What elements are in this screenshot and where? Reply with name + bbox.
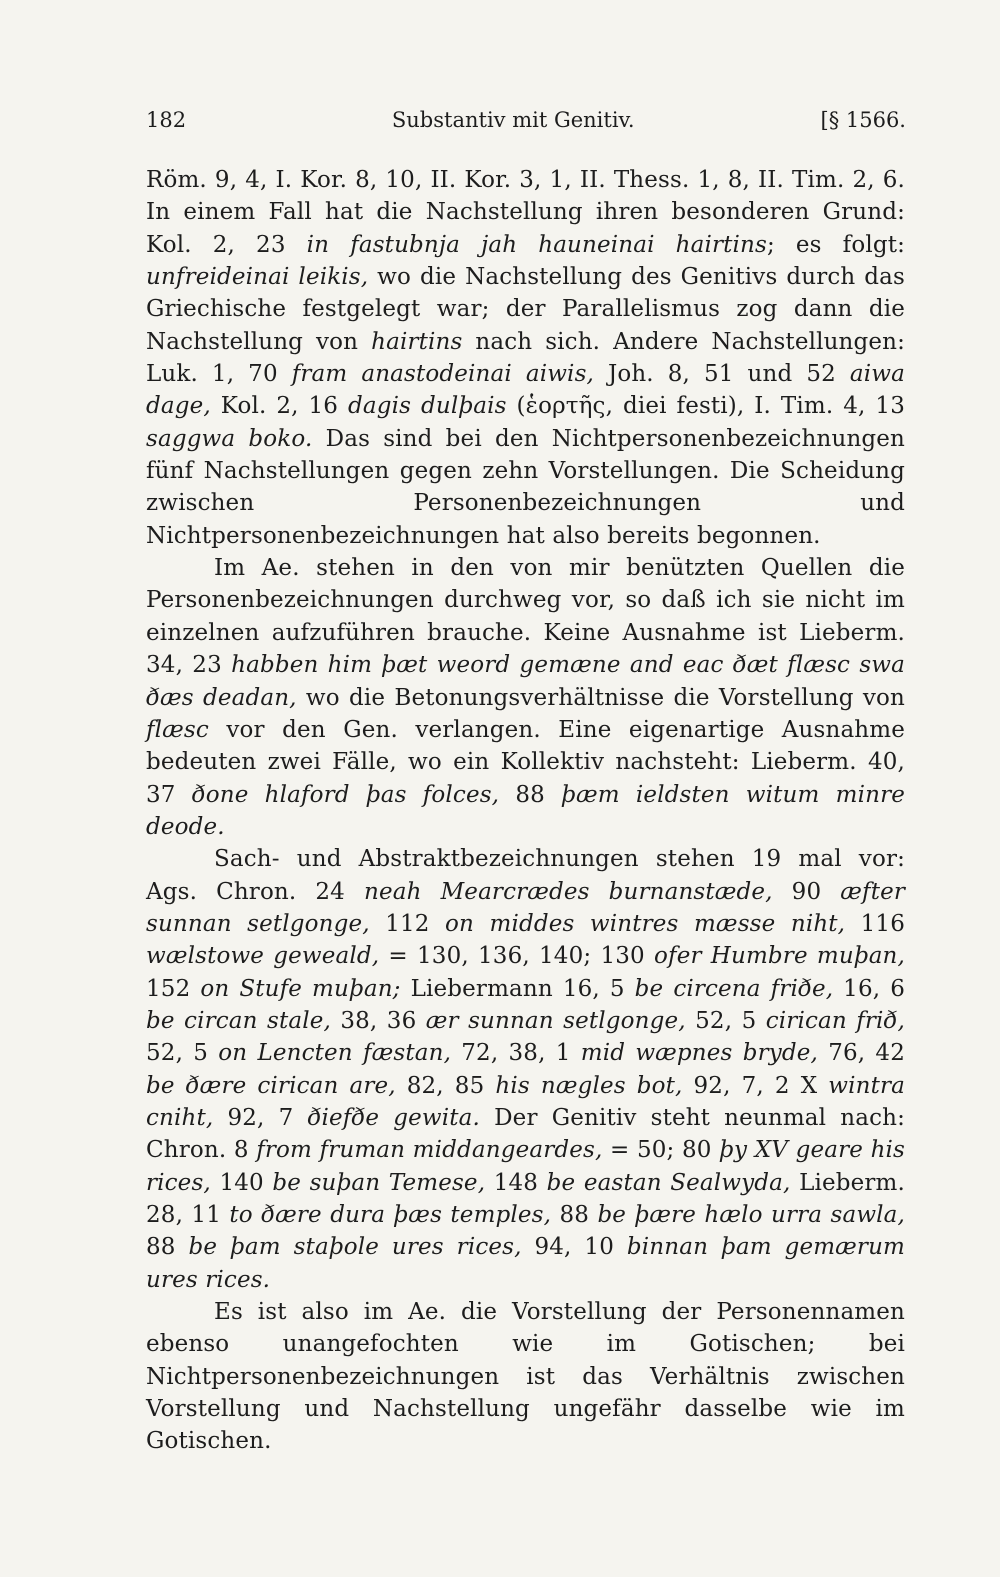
italic-quote: þy XV geare his rices, xyxy=(146,1137,906,1196)
italic-quote: in fastubnja jah hauneinai hairtins xyxy=(306,231,767,258)
text-run: Der Genitiv steht neunmal nach: Chron. 8 xyxy=(146,1104,905,1164)
italic-quote: hairtins xyxy=(371,328,463,355)
text-run: 92, 7, 2 X xyxy=(682,1072,829,1099)
text-run: wo die Betonungsverhältnisse die Vorstellung von xyxy=(296,684,905,711)
italic-quote: þæm ieldsten witum minre deode. xyxy=(146,781,905,840)
text-run: 94, 10 xyxy=(521,1234,627,1261)
paragraph xyxy=(146,843,905,1296)
text-run: 140 xyxy=(210,1169,273,1196)
italic-quote: flæsc xyxy=(146,716,209,743)
italic-quote: be þam staþole ures rices, xyxy=(188,1234,522,1261)
italic-quote: habben him þæt weord gemæne and eac ðæt flæsc swa ðæs deadan, xyxy=(146,652,905,711)
text-run: 72, 38, 1 xyxy=(451,1040,581,1067)
italic-quote: be þære hælo urra sawla, xyxy=(597,1202,905,1228)
text-run: Das sind bei den Nichtpersonenbezeichnungen fünf Nachstellungen gegen zehn Vorstellungen. Die Scheidung zwischen Personenbezeichnungen und Nichtpersonenbezeichnungen hat also bereits begonnen. xyxy=(146,425,905,549)
text-run: Es ist also im Ae. die Vorstellung der Personennamen ebenso unangefochten wie im Gotischen; bei Nichtpersonenbezeichnungen ist das Verhältnis zwischen Vorstellung und Nachstellung ungefähr dasselbe wie im Gotischen. xyxy=(146,1299,905,1455)
text-run: 90 xyxy=(772,878,841,905)
text-run: 76, 42 xyxy=(817,1040,906,1067)
body-text xyxy=(146,164,905,1458)
text-run: 88 xyxy=(499,781,562,808)
italic-quote: wælstowe geweald, xyxy=(146,943,380,970)
text-run: (ἑορτῆς, diei festi), I. Tim. 4, 13 xyxy=(506,393,905,420)
italic-quote: ær sunnan setlgonge, xyxy=(425,1007,686,1034)
text-run: = 130, 136, 140; 130 xyxy=(379,943,655,970)
text-run: wo die Nachstellung des Genitivs durch das Griechische festgelegt war; der Parallelismus zog dann die Nachstellung von xyxy=(146,264,905,355)
paragraph xyxy=(146,1296,905,1458)
text-run: 82, 85 xyxy=(395,1072,496,1099)
italic-quote: be circena friðe, xyxy=(634,975,834,1002)
italic-quote: ðone hlaford þas folces, xyxy=(191,781,500,808)
text-run: = 50; 80 xyxy=(602,1137,720,1164)
italic-quote: be ðære cirican are, xyxy=(146,1072,396,1099)
text-run: Liebermann 16, 5 xyxy=(400,975,635,1002)
text-run: 148 xyxy=(485,1169,547,1196)
text-run: ; es folgt: xyxy=(766,231,905,258)
italic-quote: neah Mearcrædes burnanstæde, xyxy=(364,878,773,905)
italic-quote: be suþan Temese, xyxy=(272,1169,486,1196)
italic-quote: binnan þam gemærum ures rices. xyxy=(146,1234,906,1293)
italic-quote: æfter sunnan setlgonge, xyxy=(146,878,905,937)
text-run: 112 xyxy=(369,910,446,937)
italic-quote: wintra cniht, xyxy=(146,1072,905,1131)
italic-quote: ðiefðe gewita. xyxy=(307,1104,480,1131)
text-run: Röm. 9, 4, I. Kor. 8, 10, II. Kor. 3, 1, II. Thess. 1, 8, II. Tim. 2, 6. In einem Fall hat die Nachstellung ihren besonderen Grund: Kol. 2, 23 xyxy=(146,167,905,258)
paragraph xyxy=(146,552,905,843)
italic-quote: cirican frið, xyxy=(765,1007,905,1034)
text-run: 88 xyxy=(551,1202,598,1228)
text-run: Lieberm. 28, 11 xyxy=(146,1169,905,1228)
text-run: Im Ae. stehen in den von mir benützten Quellen die Personenbezeichnungen durchweg vor, so daß ich sie nicht im einzelnen aufzuführen brauche. Keine Ausnahme ist Lieberm. 34, 23 xyxy=(146,555,905,679)
text-run: Sach- und Abstraktbezeichnungen stehen 19 mal vor: Ags. Chron. 24 xyxy=(146,846,905,905)
text-run: Kol. 2, 16 xyxy=(210,393,349,420)
text-run: 116 xyxy=(845,910,905,937)
italic-quote: be circan stale, xyxy=(146,1007,331,1034)
text-run: 52, 5 xyxy=(685,1007,766,1034)
italic-quote: aiwa dage, xyxy=(146,361,905,420)
text-run: Joh. 8, 51 und 52 xyxy=(593,361,850,388)
running-title: Substantiv mit Genitiv. xyxy=(391,108,635,132)
paragraph xyxy=(146,164,905,552)
text-run: 88 xyxy=(146,1234,189,1261)
italic-quote: unfreideinai leikis, xyxy=(146,264,369,291)
text-run: 38, 36 xyxy=(330,1007,426,1034)
italic-quote: saggwa boko. xyxy=(146,425,313,452)
italic-quote: mid wæpnes bryde, xyxy=(580,1040,818,1067)
italic-quote: on Lencten fæstan, xyxy=(218,1040,452,1067)
text-run: 152 xyxy=(146,975,201,1002)
text-run: 52, 5 xyxy=(146,1040,219,1067)
text-run: 16, 6 xyxy=(833,975,906,1002)
italic-quote: from fruman middangeardes, xyxy=(256,1137,603,1164)
italic-quote: on middes wintres mæsse niht, xyxy=(445,910,846,937)
italic-quote: ofer Humbre muþan, xyxy=(654,943,905,970)
italic-quote: to ðære dura þæs temples, xyxy=(229,1202,552,1228)
italic-quote: fram anastodeinai aiwis, xyxy=(291,361,594,388)
running-header xyxy=(146,108,906,142)
text-run: 92, 7 xyxy=(213,1104,308,1131)
section-marker: [§ 1566. xyxy=(820,108,906,132)
text-run: nach sich. Andere Nachstellungen: Luk. 1, 70 xyxy=(146,328,906,388)
italic-quote: his nægles bot, xyxy=(495,1072,683,1099)
italic-quote: be eastan Sealwyda, xyxy=(546,1169,791,1196)
text-run: vor den Gen. verlangen. Eine eigenartige Ausnahme bedeuten zwei Fälle, wo ein Kollektiv nachsteht: Lieberm. 40, 37 xyxy=(146,716,905,808)
italic-quote: on Stufe muþan; xyxy=(200,975,401,1002)
italic-quote: dagis dulþais xyxy=(348,393,507,420)
page-number: 182 xyxy=(146,108,187,132)
